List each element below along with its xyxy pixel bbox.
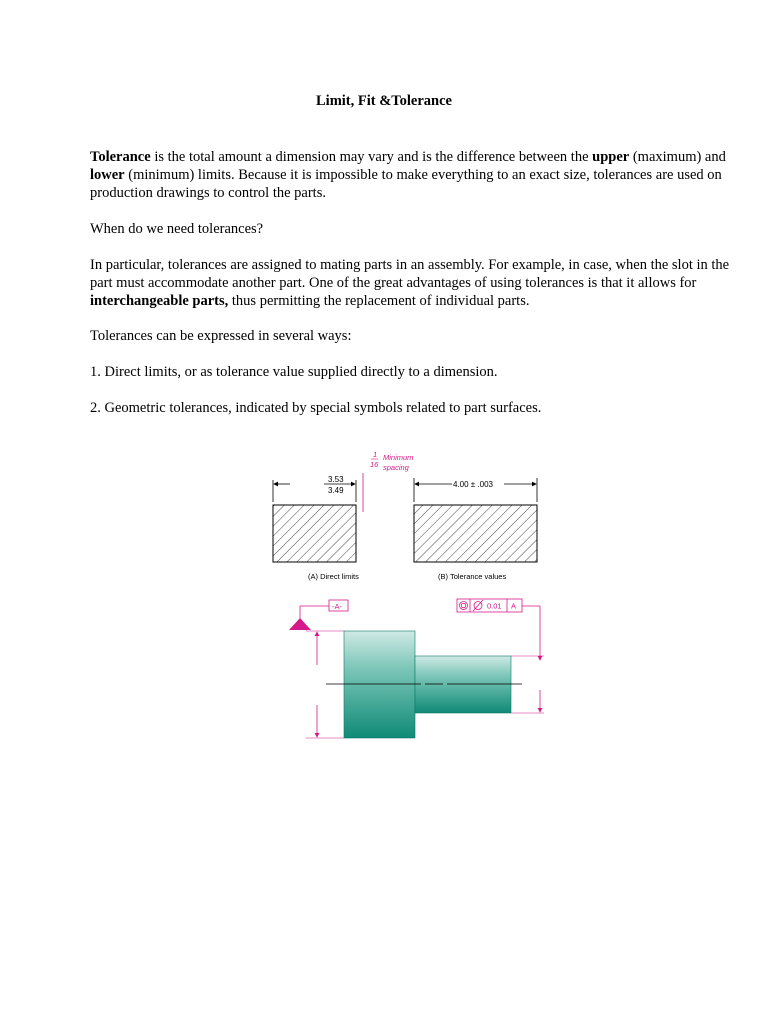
datum-label: -A- [332, 602, 342, 611]
page-title: Limit, Fit &Tolerance [316, 93, 452, 109]
term-interchangeable-parts: interchangeable parts, [90, 293, 229, 309]
fcf-datum-reference: A [511, 601, 517, 611]
upper-limit-value: 3.53 [328, 475, 344, 484]
list-item-geometric-tolerances: 2. Geometric tolerances, indicated by special symbols related to part surfaces. [90, 400, 542, 416]
fraction-denominator: 16 [370, 460, 379, 469]
hatched-block-b [414, 505, 537, 562]
tolerance-figure [260, 440, 560, 760]
fcf-tolerance-value: 0.01 [487, 601, 502, 611]
minimum-spacing-note [370, 450, 413, 472]
shaft-large-diameter [344, 631, 415, 738]
hatched-block-a [273, 505, 356, 562]
list-item-direct-limits: 1. Direct limits, or as tolerance value supplied directly to a dimension. [90, 364, 498, 380]
term-lower: lower [90, 167, 125, 183]
datum-triangle [289, 618, 311, 630]
ways-intro-paragraph: Tolerances can be expressed in several ways: [90, 328, 352, 344]
caption-direct-limits: (A) Direct limits [308, 572, 359, 581]
question-paragraph: When do we need tolerances? [90, 221, 264, 237]
caption-tolerance-values: (B) Tolerance values [438, 572, 507, 581]
term-tolerance: Tolerance [90, 149, 151, 165]
spacing-note-line1: Minimum [383, 453, 414, 462]
term-upper: upper [592, 149, 630, 165]
tolerance-definition-paragraph: Tolerance is the total amount a dimension may vary and is the difference between the upper (maximum) and lower (minimum) limits. Because it is impossible to make everything to an exact size, tolerances are used on production drawings to control the parts. [90, 149, 726, 201]
lower-limit-value: 3.49 [328, 486, 344, 495]
spacing-note-line2: spacing [383, 463, 409, 472]
tolerance-dimension-value: 4.00 ± .003 [453, 480, 493, 489]
shaft-small-diameter [415, 656, 511, 713]
mating-parts-paragraph: In particular, tolerances are assigned to mating parts in an assembly. For example, in case, when the slot in the part must accommodate another part. One of the great advantages of using tolerances is that it allows for interchangeable parts, thus permitting the replacement of individual parts. [90, 257, 730, 309]
fraction-numerator: 1 [373, 450, 378, 459]
